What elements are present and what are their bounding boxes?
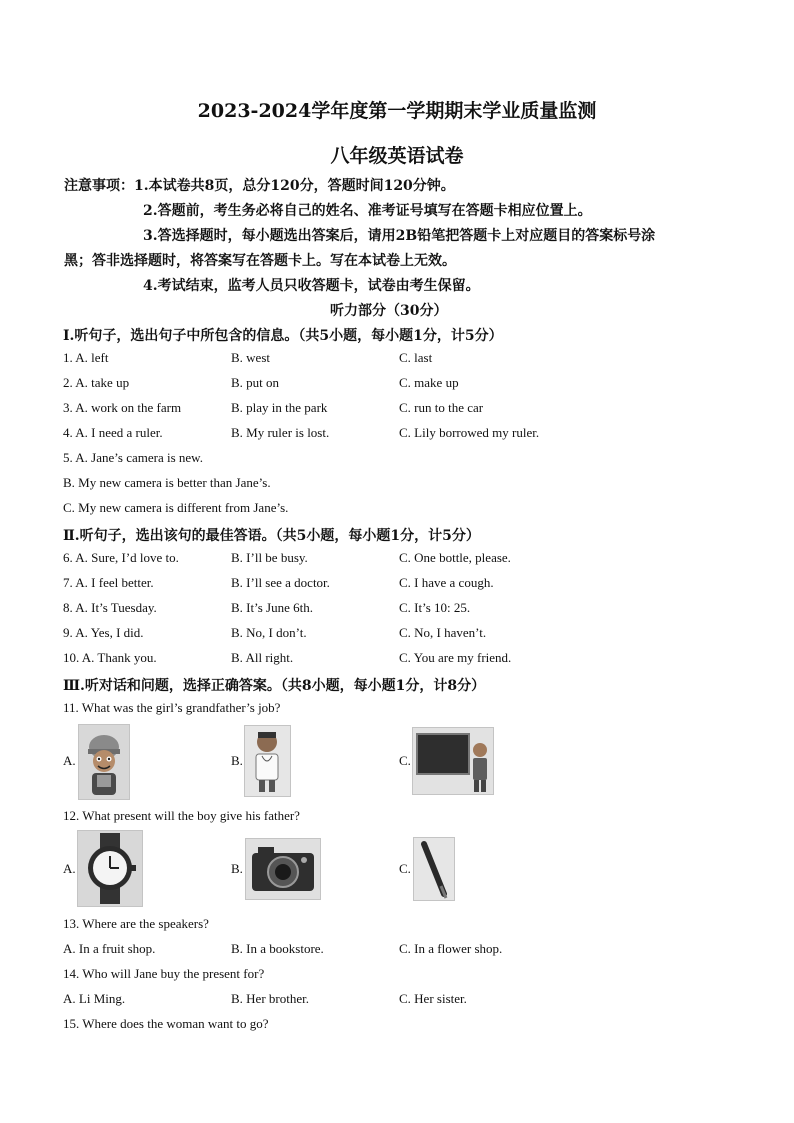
q4-option-c: C. Lily borrowed my ruler. [399,425,540,440]
q13-option-c: C. In a flower shop. [399,941,503,956]
q3-option-c: C. run to the car [399,400,484,415]
q12-label-a: A. [63,861,76,876]
notice-line-1: 注意事项：1.本试卷共8页，总分120分，答题时间120分钟。 [64,178,455,194]
section-2-heading: Ⅱ.听句子，选出该句的最佳答语。（共5小题，每小题1分，计5分） [63,528,480,544]
section-3-heading: Ⅲ.听对话和问题，选择正确答案。（共8小题，每小题1分，计8分） [63,678,486,694]
q13-option-b: B. In a bookstore. [231,941,324,956]
q10-option-a: 10. A. Thank you. [63,650,157,665]
q9-option-b: B. No, I don’t. [231,625,307,640]
q13-question: 13. Where are the speakers? [63,916,209,931]
q15-question: 15. Where does the woman want to go? [63,1016,269,1031]
teacher-blackboard-image [412,727,494,795]
q4-option-b: B. My ruler is lost. [231,425,330,440]
q6-option-c: C. One bottle, please. [399,550,511,565]
construction-worker-image [78,724,130,800]
q2-option-b: B. put on [231,375,280,390]
watch-image [77,830,143,907]
notice-line-3a: 3.答选择题时，每小题选出答案后，请用2B铅笔把答题卡上对应题目的答案标号涂 [143,228,656,244]
listening-title: 听力部分（30分） [330,303,448,319]
q1-option-a: 1. A. left [63,350,109,365]
q7-option-b: B. I’ll see a doctor. [231,575,330,590]
q9-option-a: 9. A. Yes, I did. [63,625,144,640]
q1-option-c: C. last [399,350,433,365]
q11-label-b: B. [231,753,243,768]
q9-option-c: C. No, I haven’t. [399,625,487,640]
q11-label-c: C. [399,753,411,768]
q10-option-c: C. You are my friend. [399,650,512,665]
q7-option-a: 7. A. I feel better. [63,575,154,590]
q3-option-b: B. play in the park [231,400,328,415]
q12-label-b: B. [231,861,243,876]
pen-image [413,837,455,901]
exam-subtitle: 八年级英语试卷 [330,145,464,167]
doctor-image [244,725,291,797]
notice-line-4: 4.考试结束，监考人员只收答题卡，试卷由考生保留。 [143,278,480,294]
exam-title: 2023-2024学年度第一学期期末学业质量监测 [197,100,597,122]
q8-option-a: 8. A. It’s Tuesday. [63,600,157,615]
q3-option-a: 3. A. work on the farm [63,400,182,415]
q12-question: 12. What present will the boy give his father? [63,808,300,823]
q8-option-b: B. It’s June 6th. [231,600,313,615]
q2-option-c: C. make up [399,375,459,390]
q14-option-c: C. Her sister. [399,991,467,1006]
q6-option-a: 6. A. Sure, I’d love to. [63,550,179,565]
q13-option-a: A. In a fruit shop. [63,941,156,956]
q8-option-c: C. It’s 10: 25. [399,600,471,615]
q5-option-b: B. My new camera is better than Jane’s. [63,475,271,490]
q4-option-a: 4. A. I need a ruler. [63,425,163,440]
q7-option-c: C. I have a cough. [399,575,494,590]
q6-option-b: B. I’ll be busy. [231,550,308,565]
q5-option-c: C. My new camera is different from Jane’s. [63,500,289,515]
q11-label-a: A. [63,753,76,768]
notice-line-3b: 黑；答非选择题时，将答案写在答题卡上。写在本试卷上无效。 [64,253,456,269]
q11-question: 11. What was the girl’s grandfather’s job? [63,700,281,715]
q1-option-b: B. west [231,350,270,365]
notice-line-2: 2.答题前，考生务必将自己的姓名、准考证号填写在答题卡相应位置上。 [143,203,592,219]
q10-option-b: B. All right. [231,650,294,665]
q5-option-a: 5. A. Jane’s camera is new. [63,450,203,465]
q12-label-c: C. [399,861,411,876]
q14-option-a: A. Li Ming. [63,991,126,1006]
section-1-heading: I.听句子，选出句子中所包含的信息。（共5小题，每小题1分，计5分） [63,328,503,344]
q14-option-b: B. Her brother. [231,991,309,1006]
q14-question: 14. Who will Jane buy the present for? [63,966,265,981]
q2-option-a: 2. A. take up [63,375,130,390]
camera-image [245,838,321,900]
